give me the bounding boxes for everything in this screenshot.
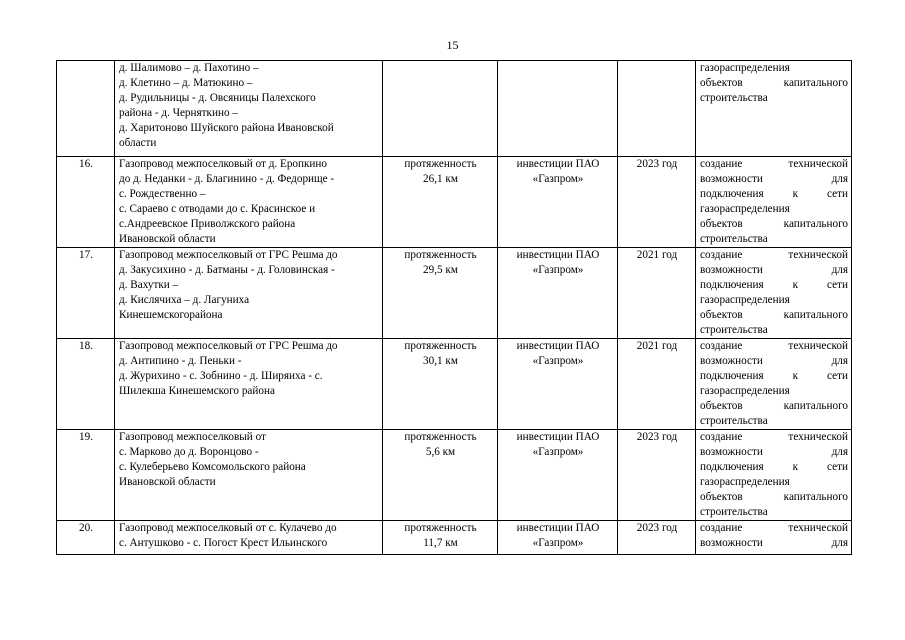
object-name-line: Газопровод межпоселковый от д. Еропкино bbox=[119, 158, 327, 170]
purpose-line: возможности для bbox=[700, 537, 848, 549]
length-cell bbox=[383, 339, 498, 430]
purpose-line: создание технической bbox=[700, 340, 848, 352]
year-cell bbox=[618, 430, 696, 521]
funding-source-cell bbox=[498, 157, 618, 248]
length-cell bbox=[383, 157, 498, 248]
purpose-line: строительства bbox=[700, 233, 768, 245]
table-row bbox=[57, 61, 852, 157]
year-cell bbox=[618, 521, 696, 555]
length-cell bbox=[383, 248, 498, 339]
funding-source-line: «Газпром» bbox=[532, 446, 584, 458]
length-cell bbox=[383, 521, 498, 555]
funding-source-line: инвестиции ПАО bbox=[516, 158, 600, 170]
object-name-line: Газопровод межпоселковый от ГРС Решма до bbox=[119, 249, 338, 261]
funding-source-cell bbox=[498, 521, 618, 555]
purpose-line: газораспределения bbox=[700, 294, 790, 306]
purpose-line: подключения к сети bbox=[700, 461, 848, 473]
object-name-line: д. Шалимово – д. Пахотино – bbox=[119, 62, 259, 74]
year-cell bbox=[618, 339, 696, 430]
funding-source-cell bbox=[498, 248, 618, 339]
purpose-line: объектов капитального bbox=[700, 400, 848, 412]
object-name-line: Шилекша Кинешемского района bbox=[119, 385, 275, 397]
length-cell bbox=[383, 430, 498, 521]
object-name-line: д. Клетино – д. Матюкино – bbox=[119, 77, 253, 89]
year-cell bbox=[618, 61, 696, 157]
length-line: протяженность bbox=[404, 431, 477, 443]
length-line: 5,6 км bbox=[425, 446, 456, 458]
row-number: 19. bbox=[79, 431, 93, 443]
purpose-line: газораспределения bbox=[700, 476, 790, 488]
object-name-line: Газопровод межпоселковый от с. Кулачево до bbox=[119, 522, 337, 534]
funding-source-cell bbox=[498, 61, 618, 157]
object-name-line: Ивановской области bbox=[119, 476, 216, 488]
object-name-line: района - д. Черняткино – bbox=[119, 107, 238, 119]
purpose-line: возможности для bbox=[700, 173, 848, 185]
purpose-cell bbox=[696, 430, 852, 521]
row-number: 17. bbox=[79, 249, 93, 261]
purpose-line: подключения к сети bbox=[700, 370, 848, 382]
length-line: протяженность bbox=[404, 249, 477, 261]
row-number-cell bbox=[57, 248, 115, 339]
object-name-cell bbox=[115, 61, 383, 157]
object-name-cell bbox=[115, 521, 383, 555]
purpose-line: возможности для bbox=[700, 446, 848, 458]
row-number: 20. bbox=[79, 522, 93, 534]
row-number-cell bbox=[57, 157, 115, 248]
year-cell bbox=[618, 157, 696, 248]
row-number: 18. bbox=[79, 340, 93, 352]
object-name-line: д. Журихино - с. Зобнино - д. Ширяиха - с. bbox=[119, 370, 323, 382]
length-line: протяженность bbox=[404, 522, 477, 534]
object-name-line: с. Марково до д. Воронцово - bbox=[119, 446, 259, 458]
funding-source-line: «Газпром» bbox=[532, 173, 584, 185]
funding-source-line: «Газпром» bbox=[532, 264, 584, 276]
purpose-line: объектов капитального bbox=[700, 309, 848, 321]
row-number-cell bbox=[57, 521, 115, 555]
purpose-line: строительства bbox=[700, 92, 768, 104]
object-name-line: области bbox=[119, 137, 157, 149]
funding-source-line: инвестиции ПАО bbox=[516, 522, 600, 534]
length-cell bbox=[383, 61, 498, 157]
purpose-line: возможности для bbox=[700, 264, 848, 276]
purpose-cell bbox=[696, 248, 852, 339]
object-name-line: д. Рудильницы - д. Овсяницы Палехского bbox=[119, 92, 316, 104]
purpose-line: создание технической bbox=[700, 249, 848, 261]
object-name-line: д. Кислячиха – д. Лагуниха bbox=[119, 294, 250, 306]
row-number-cell bbox=[57, 430, 115, 521]
purpose-line: создание технической bbox=[700, 158, 848, 170]
page-number: 15 bbox=[446, 38, 459, 52]
object-name-cell bbox=[115, 430, 383, 521]
year-value: 2023 год bbox=[636, 158, 678, 170]
purpose-line: возможности для bbox=[700, 355, 848, 367]
purpose-cell bbox=[696, 339, 852, 430]
length-line: 29,5 км bbox=[423, 264, 458, 276]
purpose-line: объектов капитального bbox=[700, 491, 848, 503]
funding-source-line: «Газпром» bbox=[532, 355, 584, 367]
length-line: протяженность bbox=[404, 158, 477, 170]
purpose-line: создание технической bbox=[700, 431, 848, 443]
object-name-line: до д. Неданки - д. Благинино - д. Федорище - bbox=[119, 173, 335, 185]
funding-source-line: инвестиции ПАО bbox=[516, 340, 600, 352]
object-name-line: д. Антипино - д. Пеньки - bbox=[119, 355, 242, 367]
purpose-cell bbox=[696, 521, 852, 555]
funding-source-line: инвестиции ПАО bbox=[516, 431, 600, 443]
object-name-cell bbox=[115, 248, 383, 339]
row-number-cell bbox=[57, 339, 115, 430]
length-line: 26,1 км bbox=[423, 173, 458, 185]
purpose-line: объектов капитального bbox=[700, 218, 848, 230]
year-value: 2021 год bbox=[636, 249, 678, 261]
purpose-line: строительства bbox=[700, 324, 768, 336]
object-name-cell bbox=[115, 157, 383, 248]
funding-source-line: «Газпром» bbox=[532, 537, 584, 549]
funding-source-cell bbox=[498, 339, 618, 430]
length-line: 30,1 км bbox=[423, 355, 458, 367]
purpose-line: газораспределения bbox=[700, 385, 790, 397]
table-row bbox=[57, 157, 852, 248]
purpose-line: объектов капитального bbox=[700, 77, 848, 89]
object-name-line: Газопровод межпоселковый от bbox=[119, 431, 266, 443]
purpose-line: создание технической bbox=[700, 522, 848, 534]
funding-source-cell bbox=[498, 430, 618, 521]
year-value: 2021 год bbox=[636, 340, 678, 352]
object-name-cell bbox=[115, 339, 383, 430]
purpose-cell bbox=[696, 157, 852, 248]
row-number-cell bbox=[57, 61, 115, 157]
object-name-line: с. Кулеберьево Комсомольского района bbox=[119, 461, 306, 473]
object-name-line: Газопровод межпоселковый от ГРС Решма до bbox=[119, 340, 338, 352]
object-name-line: д. Закусихино - д. Батманы - д. Головинская - bbox=[119, 264, 335, 276]
table-row bbox=[57, 339, 852, 430]
object-name-line: с.Андреевское Приволжского района bbox=[119, 218, 296, 230]
year-value: 2023 год bbox=[636, 522, 678, 534]
table-row bbox=[57, 248, 852, 339]
object-name-line: Кинешемскогорайона bbox=[119, 309, 223, 321]
object-name-line: д. Вахутки – bbox=[119, 279, 179, 291]
purpose-line: газораспределения bbox=[700, 203, 790, 215]
purpose-line: подключения к сети bbox=[700, 279, 848, 291]
object-name-line: с. Сараево с отводами до с. Красинское и bbox=[119, 203, 316, 215]
object-name-line: с. Рождественно – bbox=[119, 188, 206, 200]
table-row bbox=[57, 430, 852, 521]
object-name-line: Ивановской области bbox=[119, 233, 216, 245]
object-name-line: с. Антушково - с. Погост Крест Ильинского bbox=[119, 537, 328, 549]
row-number: 16. bbox=[79, 158, 93, 170]
purpose-line: строительства bbox=[700, 415, 768, 427]
purpose-line: газораспределения bbox=[700, 62, 790, 74]
length-line: протяженность bbox=[404, 340, 477, 352]
object-name-line: д. Харитоново Шуйского района Ивановской bbox=[119, 122, 334, 134]
purpose-line: строительства bbox=[700, 506, 768, 518]
purpose-cell bbox=[696, 61, 852, 157]
year-value: 2023 год bbox=[636, 431, 678, 443]
funding-source-line: инвестиции ПАО bbox=[516, 249, 600, 261]
year-cell bbox=[618, 248, 696, 339]
table-row bbox=[57, 521, 852, 555]
objects-table bbox=[56, 60, 852, 555]
purpose-line: подключения к сети bbox=[700, 188, 848, 200]
length-line: 11,7 км bbox=[423, 537, 458, 549]
